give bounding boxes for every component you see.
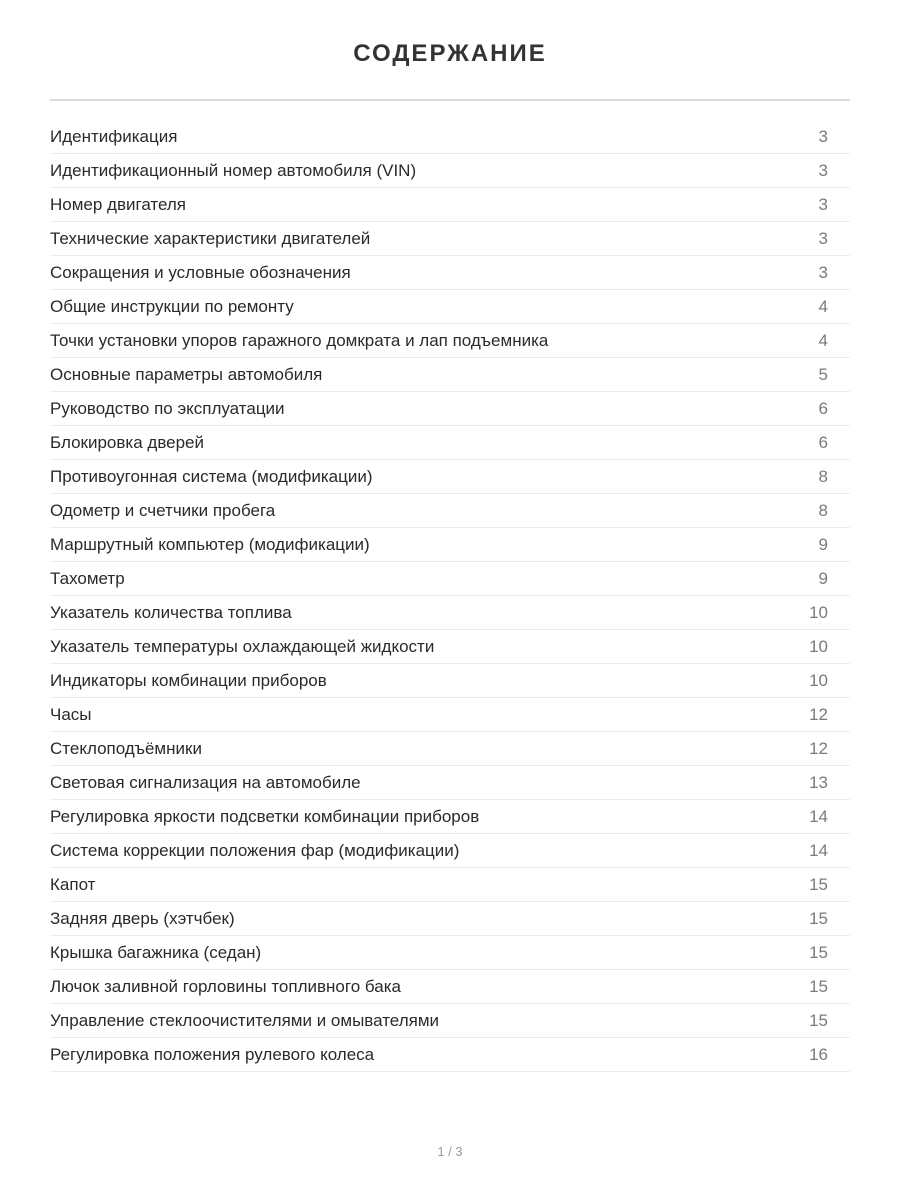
toc-entry-page-number: 4 — [818, 330, 828, 350]
toc-entry[interactable] — [50, 562, 850, 596]
toc-entry[interactable] — [50, 630, 850, 664]
toc-entry[interactable] — [50, 596, 850, 630]
toc-entry-page-number: 8 — [818, 466, 828, 486]
toc-entry-page-number: 6 — [818, 432, 828, 452]
toc-entry[interactable] — [50, 664, 850, 698]
toc-entry-page-number: 3 — [818, 160, 828, 180]
toc-entry-title: Идентификация — [50, 126, 178, 146]
toc-entry-title: Лючок заливной горловины топливного бака — [50, 976, 401, 996]
toc-entry-page-number: 9 — [818, 568, 828, 588]
toc-entry-page-number: 4 — [818, 296, 828, 316]
toc-entry-title: Стеклоподъёмники — [50, 738, 202, 758]
toc-entry-title: Сокращения и условные обозначения — [50, 262, 351, 282]
toc-entry-title: Противоугонная система (модификации) — [50, 466, 373, 486]
toc-entry-title: Руководство по эксплуатации — [50, 398, 285, 418]
toc-entry[interactable] — [50, 528, 850, 562]
toc-entry[interactable] — [50, 460, 850, 494]
toc-entry[interactable] — [50, 426, 850, 460]
toc-entry-title: Технические характеристики двигателей — [50, 228, 371, 248]
toc-entry-page-number: 12 — [809, 738, 828, 758]
toc-entry-title: Система коррекции положения фар (модификации) — [50, 840, 460, 860]
toc-entry[interactable] — [50, 732, 850, 766]
toc-entry-title: Световая сигнализация на автомобиле — [50, 772, 361, 792]
toc-entry-page-number: 5 — [818, 364, 828, 384]
toc-entry-page-number: 15 — [809, 976, 828, 996]
toc-entry[interactable] — [50, 256, 850, 290]
toc-entry-title: Часы — [50, 704, 92, 724]
toc-entry-page-number: 6 — [818, 398, 828, 418]
toc-entry-page-number: 8 — [818, 500, 828, 520]
toc-entry[interactable] — [50, 154, 850, 188]
toc-entry[interactable] — [50, 766, 850, 800]
toc-entry-page-number: 10 — [809, 636, 828, 656]
toc-entry-title: Точки установки упоров гаражного домкрата и лап подъемника — [50, 330, 549, 350]
toc-entry-page-number: 16 — [809, 1044, 828, 1064]
toc-entry-page-number: 14 — [809, 806, 828, 826]
toc-entry-page-number: 10 — [809, 670, 828, 690]
toc-entry[interactable] — [50, 392, 850, 426]
toc-entry-title: Тахометр — [50, 568, 125, 588]
toc-entry[interactable] — [50, 1004, 850, 1038]
toc-entry-page-number: 3 — [818, 228, 828, 248]
page-title: СОДЕРЖАНИЕ — [353, 40, 547, 67]
toc-entry[interactable] — [50, 222, 850, 256]
toc-entry-title: Задняя дверь (хэтчбек) — [50, 908, 235, 928]
toc-entry-page-number: 13 — [809, 772, 828, 792]
page-number-footer: 1 / 3 — [437, 1144, 463, 1159]
toc-entry-title: Крышка багажника (седан) — [50, 942, 262, 962]
toc-entry-title: Индикаторы комбинации приборов — [50, 670, 327, 690]
toc-entry[interactable] — [50, 188, 850, 222]
toc-entry-title: Идентификационный номер автомобиля (VIN) — [50, 160, 417, 180]
toc-entry-title: Маршрутный компьютер (модификации) — [50, 534, 370, 554]
toc-entry-page-number: 3 — [818, 126, 828, 146]
toc-entry-title: Общие инструкции по ремонту — [50, 296, 294, 316]
toc-entry-page-number: 3 — [818, 262, 828, 282]
toc-entry-page-number: 12 — [809, 704, 828, 724]
toc-entry-title: Блокировка дверей — [50, 432, 205, 452]
toc-entry[interactable] — [50, 902, 850, 936]
toc-entry[interactable] — [50, 324, 850, 358]
toc-entry-page-number: 15 — [809, 942, 828, 962]
toc-entry-title: Номер двигателя — [50, 194, 187, 214]
toc-entry-title: Регулировка яркости подсветки комбинации приборов — [50, 806, 480, 826]
toc-entry[interactable] — [50, 936, 850, 970]
toc-entry-title: Основные параметры автомобиля — [50, 364, 323, 384]
toc-entry-title: Капот — [50, 874, 96, 894]
toc-entry[interactable] — [50, 970, 850, 1004]
toc-entry-page-number: 14 — [809, 840, 828, 860]
toc-entry-page-number: 10 — [809, 602, 828, 622]
table-of-contents — [50, 120, 850, 1072]
toc-entry[interactable] — [50, 868, 850, 902]
toc-entry[interactable] — [50, 290, 850, 324]
toc-entry-page-number: 15 — [809, 908, 828, 928]
toc-entry[interactable] — [50, 358, 850, 392]
toc-entry[interactable] — [50, 698, 850, 732]
toc-entry[interactable] — [50, 800, 850, 834]
toc-entry[interactable] — [50, 834, 850, 868]
toc-entry[interactable] — [50, 494, 850, 528]
toc-entry-page-number: 9 — [818, 534, 828, 554]
toc-entry-title: Указатель температуры охлаждающей жидкости — [50, 636, 435, 656]
toc-entry-title: Регулировка положения рулевого колеса — [50, 1044, 375, 1064]
toc-entry[interactable] — [50, 120, 850, 154]
toc-entry-title: Одометр и счетчики пробега — [50, 500, 276, 520]
toc-entry-title: Указатель количества топлива — [50, 602, 292, 622]
toc-entry-page-number: 15 — [809, 874, 828, 894]
toc-entry-page-number: 3 — [818, 194, 828, 214]
toc-entry-title: Управление стеклоочистителями и омывателями — [50, 1010, 439, 1030]
toc-entry[interactable] — [50, 1038, 850, 1072]
title-divider — [50, 99, 850, 101]
toc-entry-page-number: 15 — [809, 1010, 828, 1030]
